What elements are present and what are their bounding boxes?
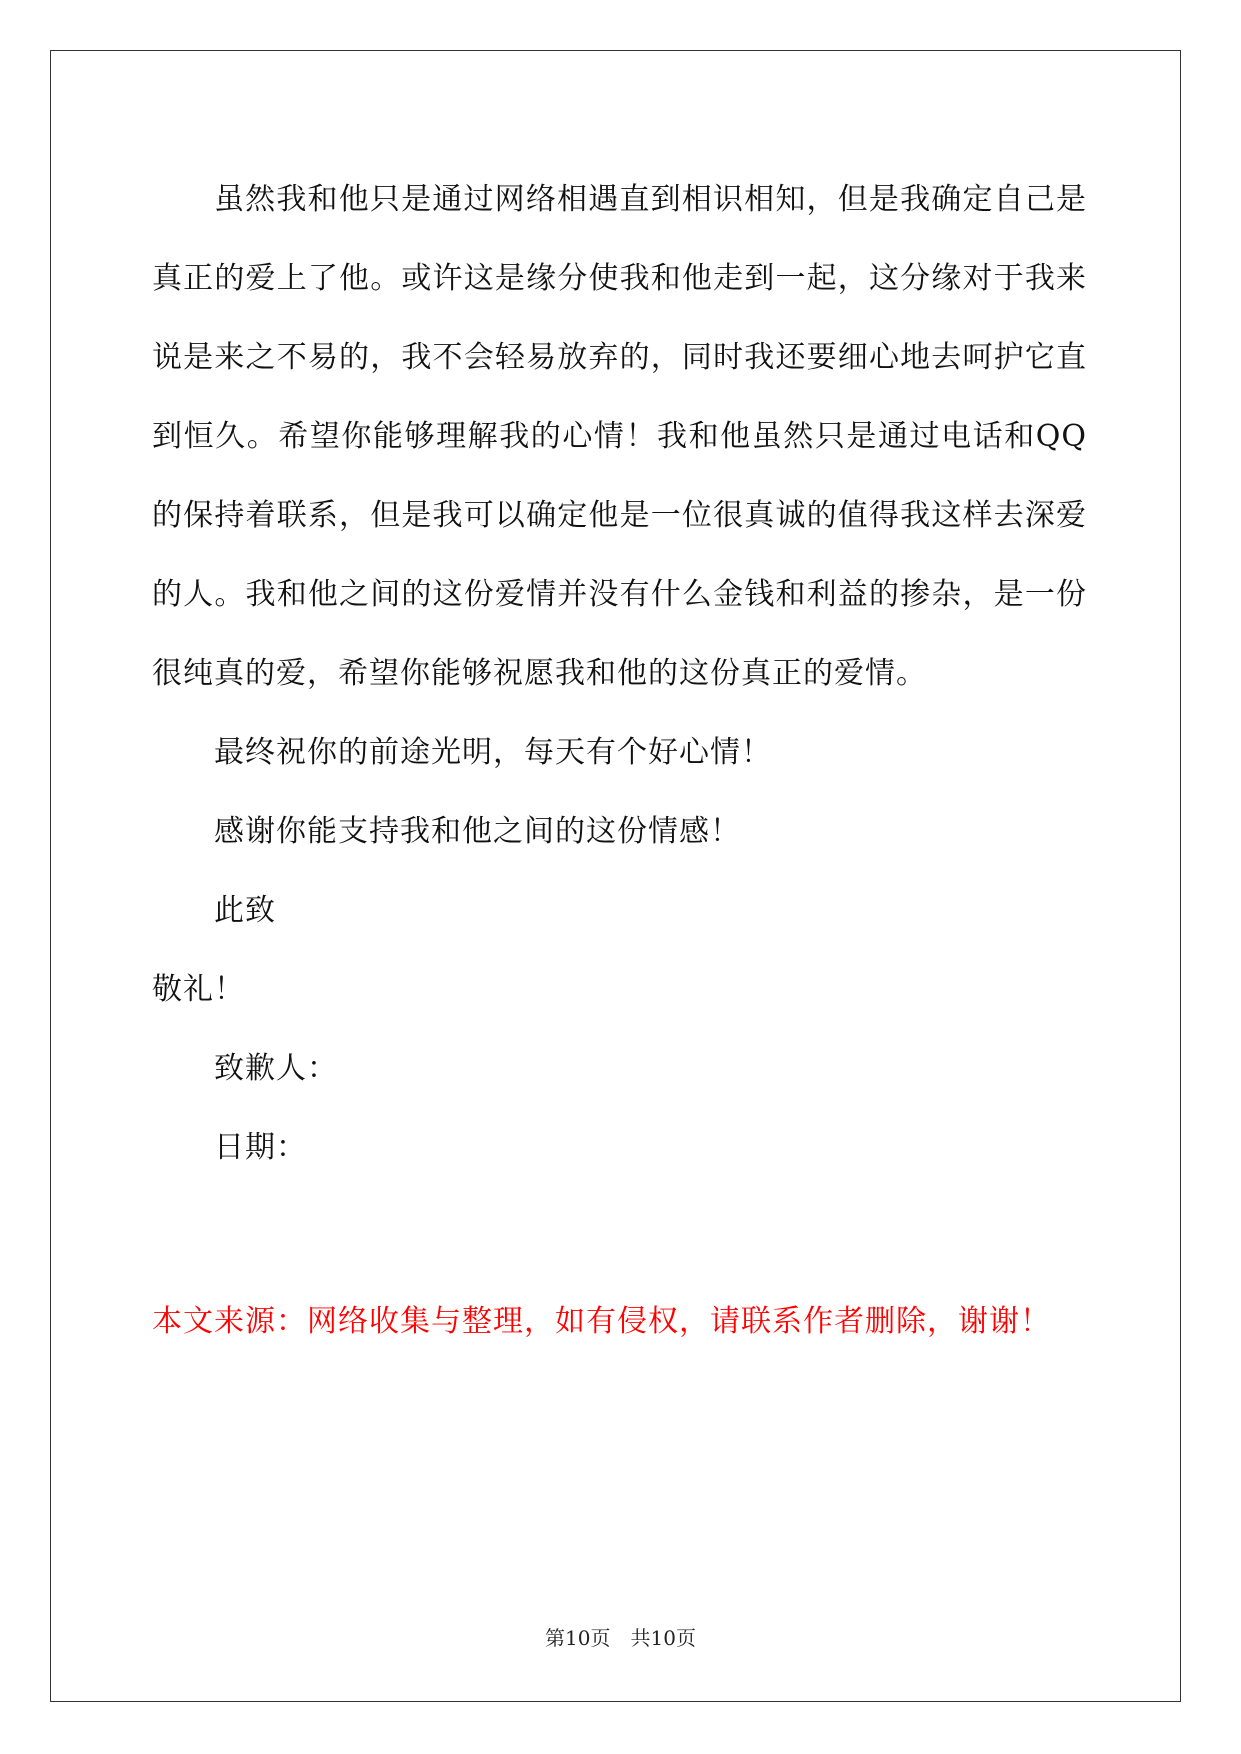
page-number-total: 共10页	[630, 1626, 696, 1650]
paragraph-thanks: 感谢你能支持我和他之间的这份情感！	[214, 814, 741, 849]
page-footer	[0, 1622, 1241, 1651]
paragraph-wishes: 最终祝你的前途光明，每天有个好心情！	[214, 735, 772, 770]
signature-date: 日期：	[214, 1130, 307, 1165]
signature-apologizer: 致歉人：	[214, 1051, 338, 1086]
page-number-current: 第10页	[545, 1626, 611, 1650]
closing-salutation: 此致	[214, 893, 276, 928]
paragraph-main: 虽然我和他只是通过网络相遇直到相识相知，但是我确定自己是真正的爱上了他。或许这是缘分使我和他走到一起，这分缘对于我来说是来之不易的，我不会轻易放弃的，同时我还要细心地去呵护它直到恒久。希望你能够理解我的心情！我和他虽然只是通过电话和QQ的保持着联系，但是我可以确定他是一位很真诚的值得我这样去深爱的人。我和他之间的这份爱情并没有什么金钱和利益的掺杂，是一份很纯真的爱，希望你能够祝愿我和他的这份真正的爱情。	[152, 182, 1087, 691]
document-body	[152, 160, 1087, 1187]
source-note: 本文来源：网络收集与整理，如有侵权，请联系作者删除，谢谢！	[152, 1304, 1051, 1339]
closing-regards: 敬礼！	[152, 972, 245, 1007]
